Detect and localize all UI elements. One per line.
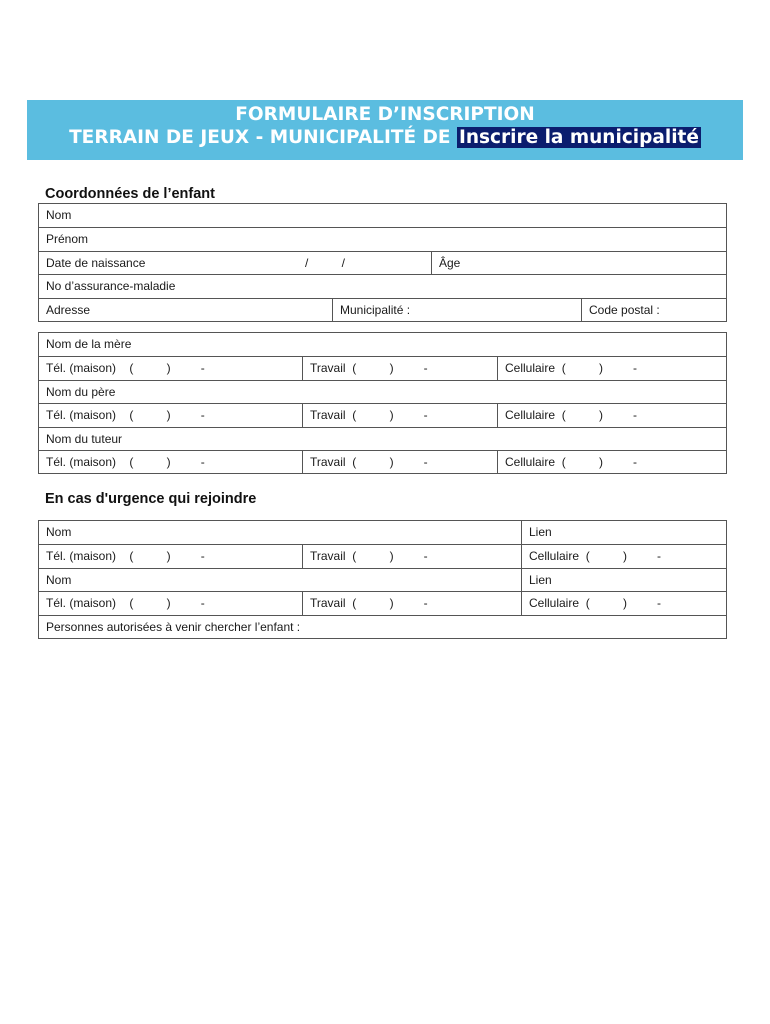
mother-cell-phone[interactable]: Cellulaire ( ) - [497, 357, 726, 379]
emergency1-name-field[interactable] [39, 521, 521, 544]
father-phone-row [39, 403, 726, 426]
dob-label: Date de naissance [46, 255, 146, 270]
emergency1-cell-phone[interactable]: Cellulaire ( ) - [521, 545, 726, 567]
emergency1-work-phone[interactable]: Travail ( ) - [302, 545, 521, 567]
form-title: FORMULAIRE D’INSCRIPTION [235, 104, 535, 125]
form-subtitle-prefix: TERRAIN DE JEUX - MUNICIPALITÉ DE [69, 127, 457, 148]
child-name-row[interactable] [39, 204, 726, 227]
authorized-pickup-row[interactable] [39, 615, 726, 638]
mother-home-phone[interactable]: Tél. (maison) ( ) - [46, 361, 205, 376]
child-section-title: Coordonnées de l’enfant [45, 186, 215, 202]
municipality-label: Municipalité : [340, 302, 411, 317]
emergency-contact1-row [39, 521, 726, 544]
emergency2-name-field[interactable] [39, 569, 521, 591]
address-label: Adresse [46, 302, 91, 317]
guardian-name-label: Nom du tuteur [46, 431, 123, 446]
child-first-name-label: Prénom [46, 232, 89, 247]
child-dob-row [39, 251, 726, 274]
parents-table [38, 332, 727, 474]
father-name-row[interactable] [39, 380, 726, 403]
emergency2-relation-field[interactable] [521, 569, 726, 591]
father-work-phone[interactable]: Travail ( ) - [302, 404, 497, 426]
municipality-field[interactable]: Inscrire la municipalité [458, 127, 699, 148]
guardian-name-row[interactable] [39, 427, 726, 450]
father-name-label: Nom du père [46, 384, 116, 399]
dob-field[interactable] [39, 252, 431, 274]
age-field[interactable] [431, 252, 726, 274]
emergency1-relation-field[interactable] [521, 521, 726, 544]
authorized-pickup-label: Personnes autorisées à venir chercher l’enfant : [46, 619, 301, 634]
emergency-table [38, 520, 727, 639]
emergency1-relation-label: Lien [529, 525, 552, 539]
child-last-name-label: Nom [46, 208, 72, 222]
emergency2-name-label: Nom [46, 572, 72, 587]
emergency2-work-phone[interactable]: Travail ( ) - [302, 592, 521, 614]
mother-work-phone[interactable]: Travail ( ) - [302, 357, 497, 379]
father-home-phone[interactable]: Tél. (maison) ( ) - [46, 408, 205, 423]
emergency1-name-label: Nom [46, 525, 72, 539]
emergency-contact2-phone-row [39, 591, 726, 614]
municipality-cell[interactable] [332, 299, 581, 321]
emergency2-relation-label: Lien [529, 572, 552, 587]
emergency-contact2-row [39, 568, 726, 591]
postal-code-cell[interactable] [581, 299, 726, 321]
address-row [39, 298, 726, 321]
address-field[interactable] [39, 299, 332, 321]
form-header-banner [27, 100, 743, 160]
emergency-contact1-phone-row [39, 544, 726, 567]
mother-name-row[interactable] [39, 333, 726, 356]
dob-separators: / / [305, 255, 346, 270]
health-insurance-row[interactable] [39, 274, 726, 297]
child-firstname-row[interactable] [39, 227, 726, 250]
emergency-section-title: En cas d'urgence qui rejoindre [45, 491, 257, 507]
mother-name-label: Nom de la mère [46, 337, 132, 351]
father-cell-phone[interactable]: Cellulaire ( ) - [497, 404, 726, 426]
guardian-phone-row [39, 450, 726, 473]
emergency1-home-phone[interactable]: Tél. (maison) ( ) - [46, 549, 205, 564]
child-info-table [38, 203, 727, 322]
guardian-home-phone[interactable]: Tél. (maison) ( ) - [46, 454, 205, 469]
postal-code-label: Code postal : [589, 302, 660, 317]
form-subtitle [27, 127, 743, 148]
guardian-work-phone[interactable]: Travail ( ) - [302, 451, 497, 473]
health-insurance-label: No d’assurance-maladie [46, 279, 176, 294]
emergency2-home-phone[interactable]: Tél. (maison) ( ) - [46, 596, 205, 611]
emergency2-cell-phone[interactable]: Cellulaire ( ) - [521, 592, 726, 614]
guardian-cell-phone[interactable]: Cellulaire ( ) - [497, 451, 726, 473]
age-label: Âge [439, 255, 461, 270]
mother-phone-row [39, 356, 726, 379]
